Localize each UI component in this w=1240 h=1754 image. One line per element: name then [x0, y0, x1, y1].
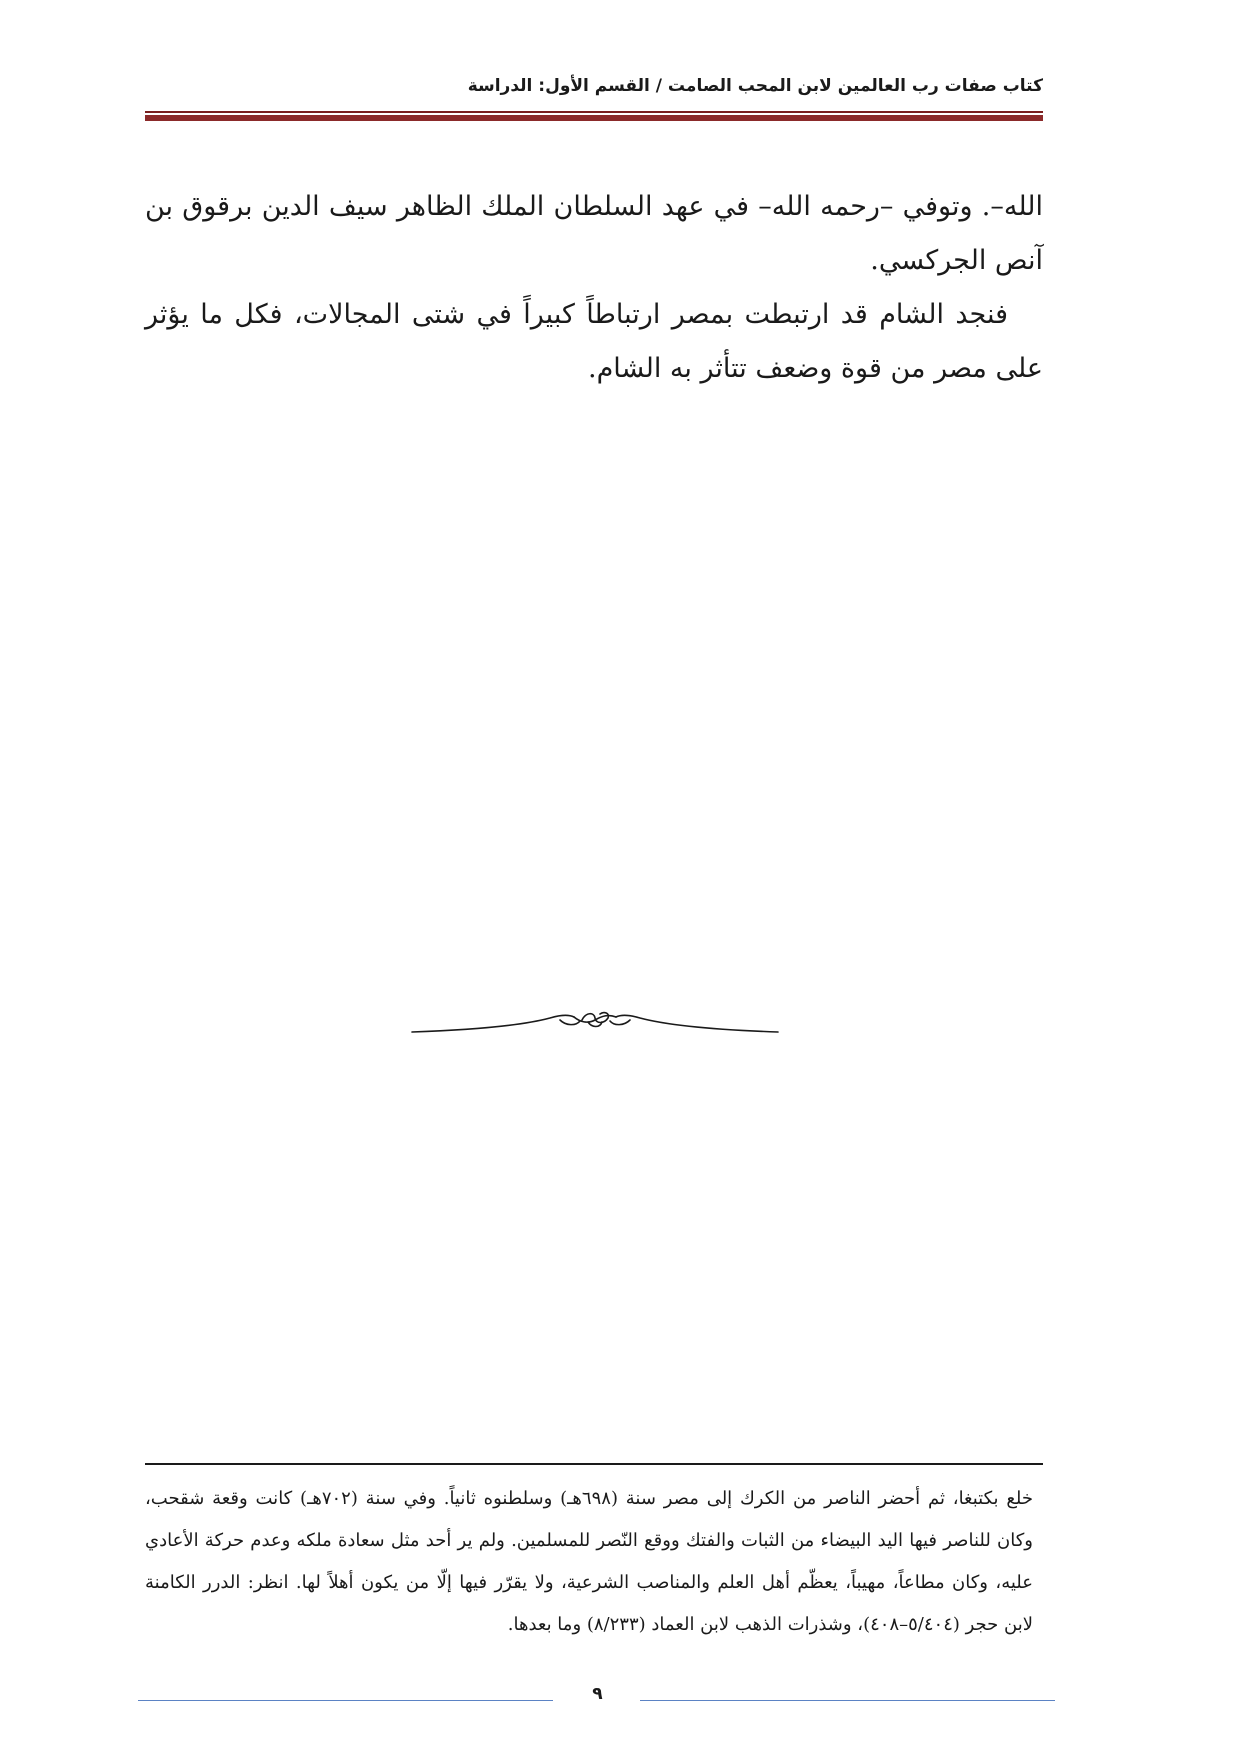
- footnote-separator: [145, 1463, 1043, 1465]
- footer-rule-left: [138, 1700, 553, 1701]
- footnote-text: خلع بكتبغا، ثم أحضر الناصر من الكرك إلى مصر سنة (٦٩٨هـ) وسلطنوه ثانياً. وفي سنة (٧٠٢هـ) كانت وقعة شقحب، وكان للناصر فيها اليد البيضاء من الثبات والفتك ووقع النّصر للمسلمين. ولم ير أحد مثل سعادة ملكه وعدم حركة الأعادي عليه، وكان مطاعاً، مهيباً، يعظّم أهل العلم والمناصب الشرعية، ولا يقرّر فيها إلّا من يكون أهلاً لها. انظر: الدرر الكامنة لابن حجر (٥/٤٠٤–٤٠٨)، وشذرات الذهب لابن العماد (٨/٢٣٣) وما بعدها.: [145, 1488, 1034, 1635]
- paragraph-1: الله–. وتوفي –رحمه الله– في عهد السلطان الملك الظاهر سيف الدين برقوق بن آنص الجركسي.: [145, 191, 1043, 276]
- running-header: كتاب صفات رب العالمين لابن المحب الصامت / القسم الأول: الدراسة: [467, 76, 1043, 96]
- paragraph-2: فنجد الشام قد ارتبطت بمصر ارتباطاً كبيراً في شتى المجالات، فكل ما يؤثر على مصر من قوة وضعف تتأثر به الشام.: [145, 299, 1043, 384]
- flourish-divider-icon: [410, 1000, 780, 1050]
- footnote: [145, 1478, 1033, 1646]
- header-rule-thin: [145, 111, 1043, 113]
- page-number: ٩: [592, 1684, 603, 1704]
- header-rule-thick: [145, 115, 1043, 121]
- main-text: [145, 180, 1043, 396]
- footer-rule-right: [640, 1700, 1055, 1701]
